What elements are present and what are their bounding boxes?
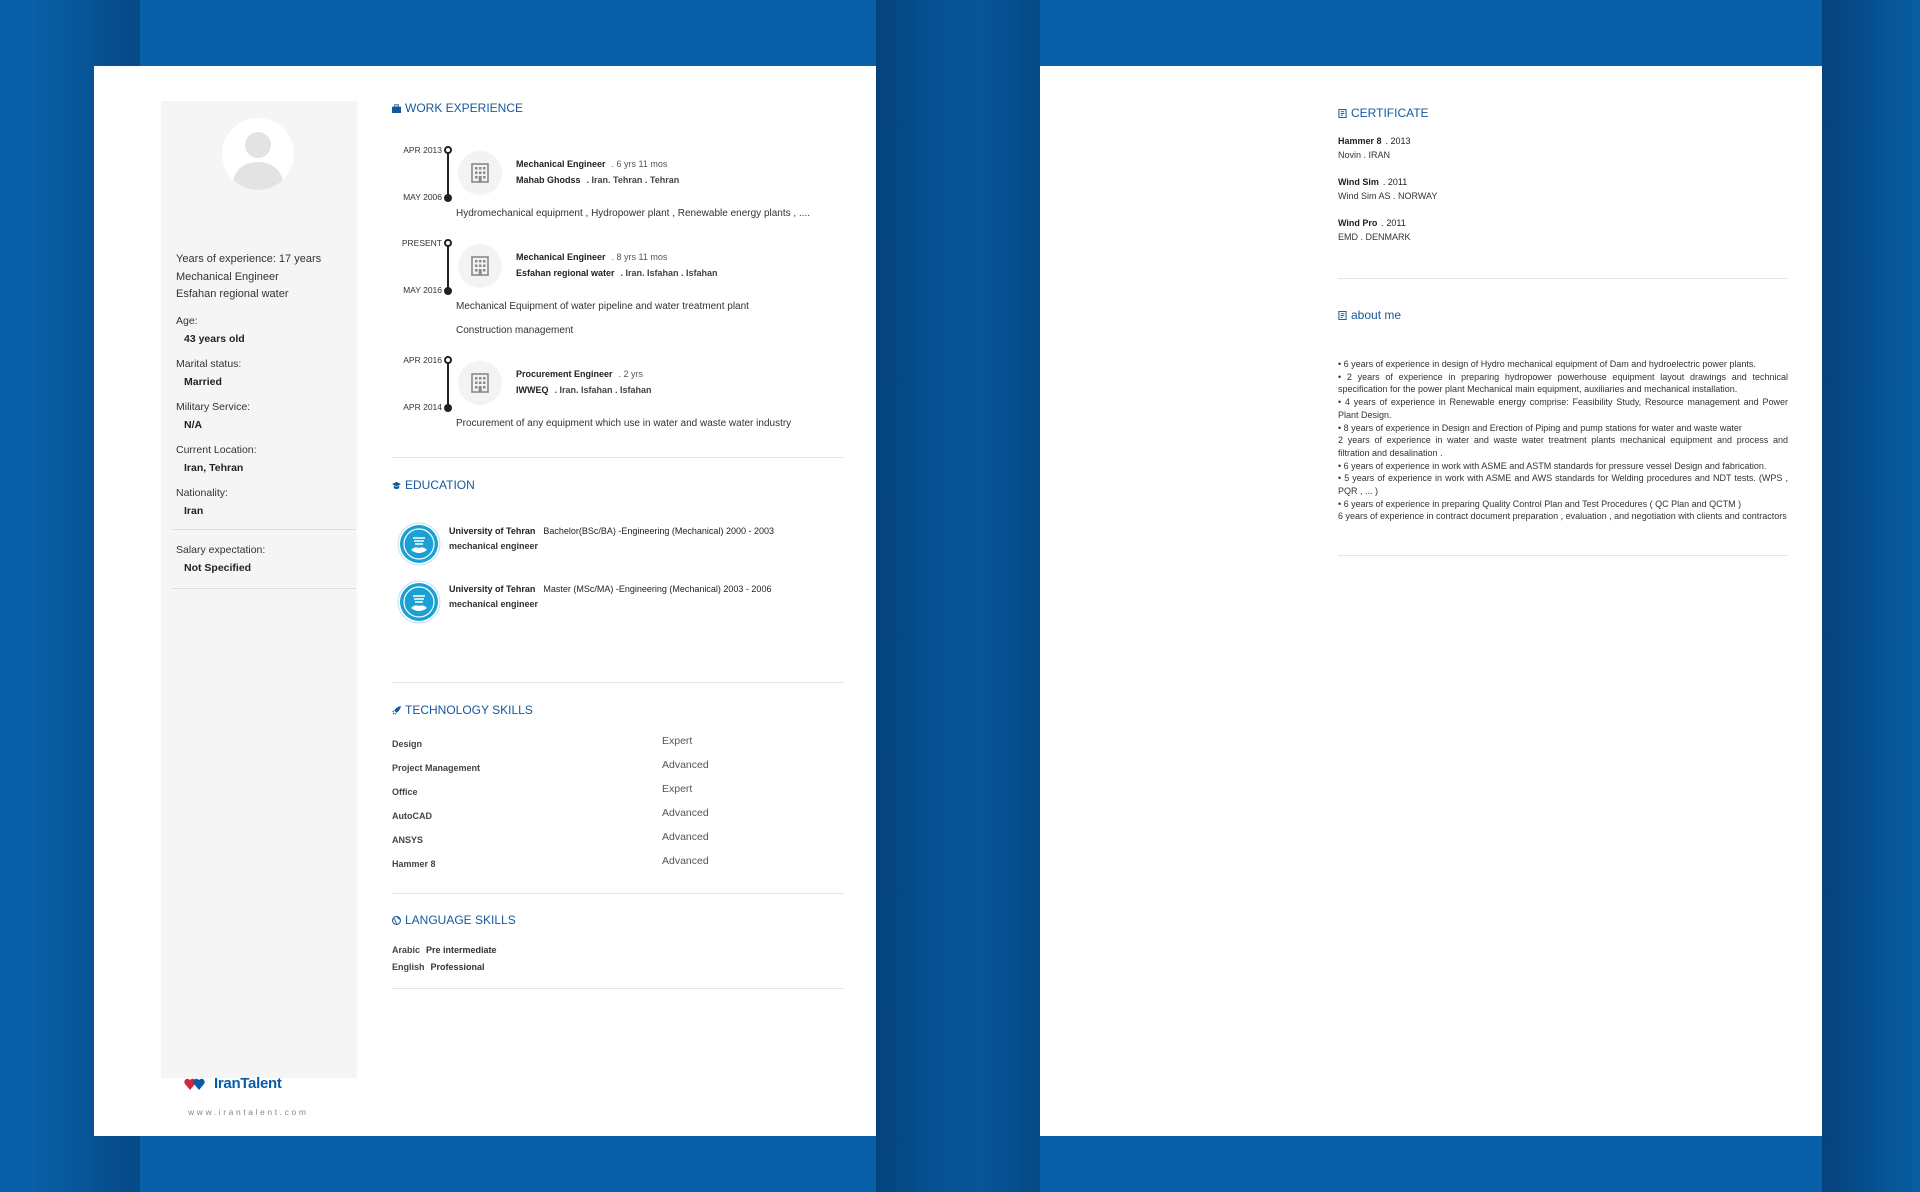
skill-level: Advanced xyxy=(662,831,709,843)
divider xyxy=(392,682,844,683)
detail-value: Married xyxy=(184,376,222,388)
about-line: • 6 years of experience in preparing Quality Control Plan and Test Procedures ( QC Plan and QCTM ) xyxy=(1338,498,1742,509)
job-description: Hydromechanical equipment , Hydropower plant , Renewable energy plants , .... xyxy=(456,208,811,219)
degree: Master (MSc/MA) -Engineering (Mechanical) 2003 - 2006 xyxy=(543,584,772,594)
certificate-issuer: EMD . DENMARK xyxy=(1338,232,1411,242)
detail-location xyxy=(176,444,352,474)
building-icon xyxy=(470,256,490,276)
resume-page-2 xyxy=(1040,66,1822,1136)
detail-value: N/A xyxy=(184,419,203,431)
language-skills-heading: LANGUAGE SKILLS xyxy=(392,913,844,927)
avatar xyxy=(222,118,294,190)
briefcase-icon xyxy=(392,104,401,113)
job-title: Mechanical Engineer xyxy=(176,270,279,283)
job-item xyxy=(392,236,844,337)
job-duration: . 2 yrs xyxy=(618,369,644,379)
field-of-study: mechanical engineer xyxy=(449,599,539,609)
divider xyxy=(392,893,844,894)
rocket-icon xyxy=(392,706,401,715)
divider xyxy=(392,988,844,989)
certificate-name: Wind Pro xyxy=(1338,218,1378,228)
page-2-column xyxy=(1338,106,1788,556)
user-silhouette-icon xyxy=(222,118,294,190)
certificate-item xyxy=(1338,177,1788,201)
job-description: Mechanical Equipment of water pipeline and water treatment plant xyxy=(456,301,749,312)
certificate-item xyxy=(1338,218,1788,242)
job-title: Procurement Engineer xyxy=(516,369,613,379)
detail-value: Not Specified xyxy=(184,562,252,574)
about-line: • 8 years of experience in Design and Erection of Piping and pump stations for water and waste water xyxy=(1338,422,1742,433)
education-item xyxy=(392,576,844,632)
language-name: Arabic xyxy=(392,945,421,955)
field-of-study: mechanical engineer xyxy=(449,541,539,551)
divider xyxy=(172,588,356,589)
certificate-name: Wind Sim xyxy=(1338,177,1379,187)
about-line: 6 years of experience in contract document preparation , evaluation , and negotiation with clients and contractors xyxy=(1338,511,1787,522)
skill-row xyxy=(392,733,844,757)
about-line: • 6 years of experience in work with ASME and ASTM standards for pressure vessel Design and fabrication. xyxy=(1338,460,1767,471)
detail-salary xyxy=(176,544,352,574)
skill-name: Office xyxy=(392,787,418,797)
certificate-heading: CERTIFICATE xyxy=(1338,106,1788,120)
job-location: . Iran. Isfahan . Isfahan xyxy=(620,268,718,278)
job-date-end: APR 2014 xyxy=(403,402,442,412)
job-description: Procurement of any equipment which use in water and waste water industry xyxy=(456,418,792,429)
detail-value: 43 years old xyxy=(184,333,245,345)
language-level: Professional xyxy=(430,962,485,972)
skill-level: Expert xyxy=(662,783,693,795)
timeline-bar xyxy=(447,149,449,199)
detail-nationality xyxy=(176,487,352,517)
skill-row xyxy=(392,805,844,829)
graduation-cap-icon xyxy=(392,481,401,490)
profile-details xyxy=(176,305,352,589)
detail-age xyxy=(176,315,352,345)
job-date-start: APR 2013 xyxy=(403,145,442,155)
certificate-issuer: Wind Sim AS . NORWAY xyxy=(1338,191,1438,201)
company-logo xyxy=(458,244,502,288)
university-name: University of Tehran xyxy=(449,526,536,536)
job-company: Esfahan regional water xyxy=(516,268,615,278)
about-line: 2 years of experience in water and waste water treatment plants mechanical equipment and process and filtration and desalination . xyxy=(1338,435,1788,458)
about-line: • 4 years of experience in Renewable energy comprise: Feasibility Study, Resource management and Power Plant Design. xyxy=(1338,397,1788,420)
divider xyxy=(1338,278,1788,279)
about-line: • 6 years of experience in design of Hydro mechanical equipment of Dam and hydroelectric power plants. xyxy=(1338,359,1756,369)
certificate-name: Hammer 8 xyxy=(1338,136,1382,146)
note-icon xyxy=(1338,311,1347,320)
certificate-year: . 2013 xyxy=(1385,136,1411,146)
work-experience-heading: WORK EXPERIENCE xyxy=(392,101,844,115)
timeline-bar xyxy=(447,359,449,409)
about-me-heading: about me xyxy=(1338,308,1788,322)
skill-name: Design xyxy=(392,739,423,749)
skill-level: Advanced xyxy=(662,759,709,771)
about-line: • 2 years of experience in preparing hydropower powerhouse equipment layout drawings and technical specification for the power plant Mechanical main equipment, auxiliaries and mechanical installation. xyxy=(1338,371,1788,395)
job-duration: . 6 yrs 11 mos xyxy=(611,159,668,169)
detail-marital xyxy=(176,358,352,388)
detail-label: Nationality: xyxy=(176,487,228,499)
certificate-item xyxy=(1338,136,1788,160)
detail-label: Marital status: xyxy=(176,358,242,370)
certificate-issuer: Novin . IRAN xyxy=(1338,150,1391,160)
about-line: • 5 years of experience in work with ASME and AWS standards for Welding procedures and NDT tests. (WPS , PQR , ... ) xyxy=(1338,473,1788,497)
job-company: IWWEQ xyxy=(516,385,549,395)
brand-url: www.irantalent.com xyxy=(188,1107,309,1117)
education-list xyxy=(392,518,844,632)
job-title: Mechanical Engineer xyxy=(516,252,606,262)
skill-name: Project Management xyxy=(392,763,481,773)
certificate-year: . 2011 xyxy=(1381,218,1406,228)
skill-name: Hammer 8 xyxy=(392,859,436,869)
degree: Bachelor(BSc/BA) -Engineering (Mechanical) 2000 - 2003 xyxy=(543,526,774,536)
divider xyxy=(1338,555,1788,556)
skill-row xyxy=(392,829,844,853)
certificate-list xyxy=(1338,136,1788,242)
building-icon xyxy=(470,373,490,393)
irantalent-brand xyxy=(184,1075,324,1117)
job-date-end: MAY 2016 xyxy=(403,285,442,295)
language-row xyxy=(392,945,844,962)
company-logo xyxy=(458,361,502,405)
certificate-icon xyxy=(1338,109,1347,118)
profile-sidebar xyxy=(161,101,357,1078)
skill-level: Advanced xyxy=(662,807,709,819)
education-heading: EDUCATION xyxy=(392,478,844,492)
building-icon xyxy=(470,163,490,183)
divider xyxy=(392,457,844,458)
skill-name: ANSYS xyxy=(392,835,424,845)
job-date-end: MAY 2006 xyxy=(403,192,442,202)
job-item xyxy=(392,143,844,220)
university-of-tehran-logo-icon xyxy=(397,522,441,566)
job-duration: . 8 yrs 11 mos xyxy=(611,252,668,262)
resume-page-1 xyxy=(94,66,876,1136)
brand-name: IranTalent xyxy=(214,1075,282,1092)
job-company: Mahab Ghodss xyxy=(516,175,581,185)
job-title: Mechanical Engineer xyxy=(516,159,606,169)
skill-level: Advanced xyxy=(662,855,709,867)
job-location: . Iran. Tehran . Tehran xyxy=(586,175,680,185)
language-name: English xyxy=(392,962,425,972)
detail-value: Iran xyxy=(184,505,204,517)
certificate-year: . 2011 xyxy=(1382,177,1408,187)
globe-icon xyxy=(392,916,401,925)
work-list xyxy=(392,143,844,430)
university-of-tehran-logo-icon xyxy=(397,580,441,624)
job-date-start: PRESENT xyxy=(401,238,442,248)
detail-label: Age: xyxy=(176,315,198,327)
skill-row xyxy=(392,757,844,781)
detail-label: Military Service: xyxy=(176,401,251,413)
about-me-text xyxy=(1338,358,1788,523)
divider xyxy=(172,529,356,530)
detail-military xyxy=(176,401,352,431)
detail-label: Current Location: xyxy=(176,444,257,456)
job-description: Construction management xyxy=(456,325,574,336)
skills-list xyxy=(392,733,844,877)
skill-row xyxy=(392,781,844,805)
job-location: . Iran. Isfahan . Isfahan xyxy=(554,385,652,395)
irantalent-logo-icon xyxy=(184,1076,210,1092)
skill-level: Expert xyxy=(662,735,693,747)
language-list xyxy=(392,945,844,979)
timeline-bar xyxy=(447,242,449,292)
university-name: University of Tehran xyxy=(449,584,536,594)
language-level: Pre intermediate xyxy=(426,945,497,955)
company-logo xyxy=(458,151,502,195)
job-date-start: APR 2016 xyxy=(403,355,442,365)
education-item xyxy=(392,518,844,574)
technology-skills-heading: TECHNOLOGY SKILLS xyxy=(392,703,844,717)
detail-label: Salary expectation: xyxy=(176,544,266,556)
experience-years: Years of experience: 17 years xyxy=(176,253,322,265)
language-row xyxy=(392,962,844,979)
main-column xyxy=(392,101,844,989)
profile-summary xyxy=(176,251,352,304)
employer: Esfahan regional water xyxy=(176,288,289,300)
skill-row xyxy=(392,853,844,877)
skill-name: AutoCAD xyxy=(392,811,432,821)
detail-value: Iran, Tehran xyxy=(184,462,244,474)
job-item xyxy=(392,353,844,430)
